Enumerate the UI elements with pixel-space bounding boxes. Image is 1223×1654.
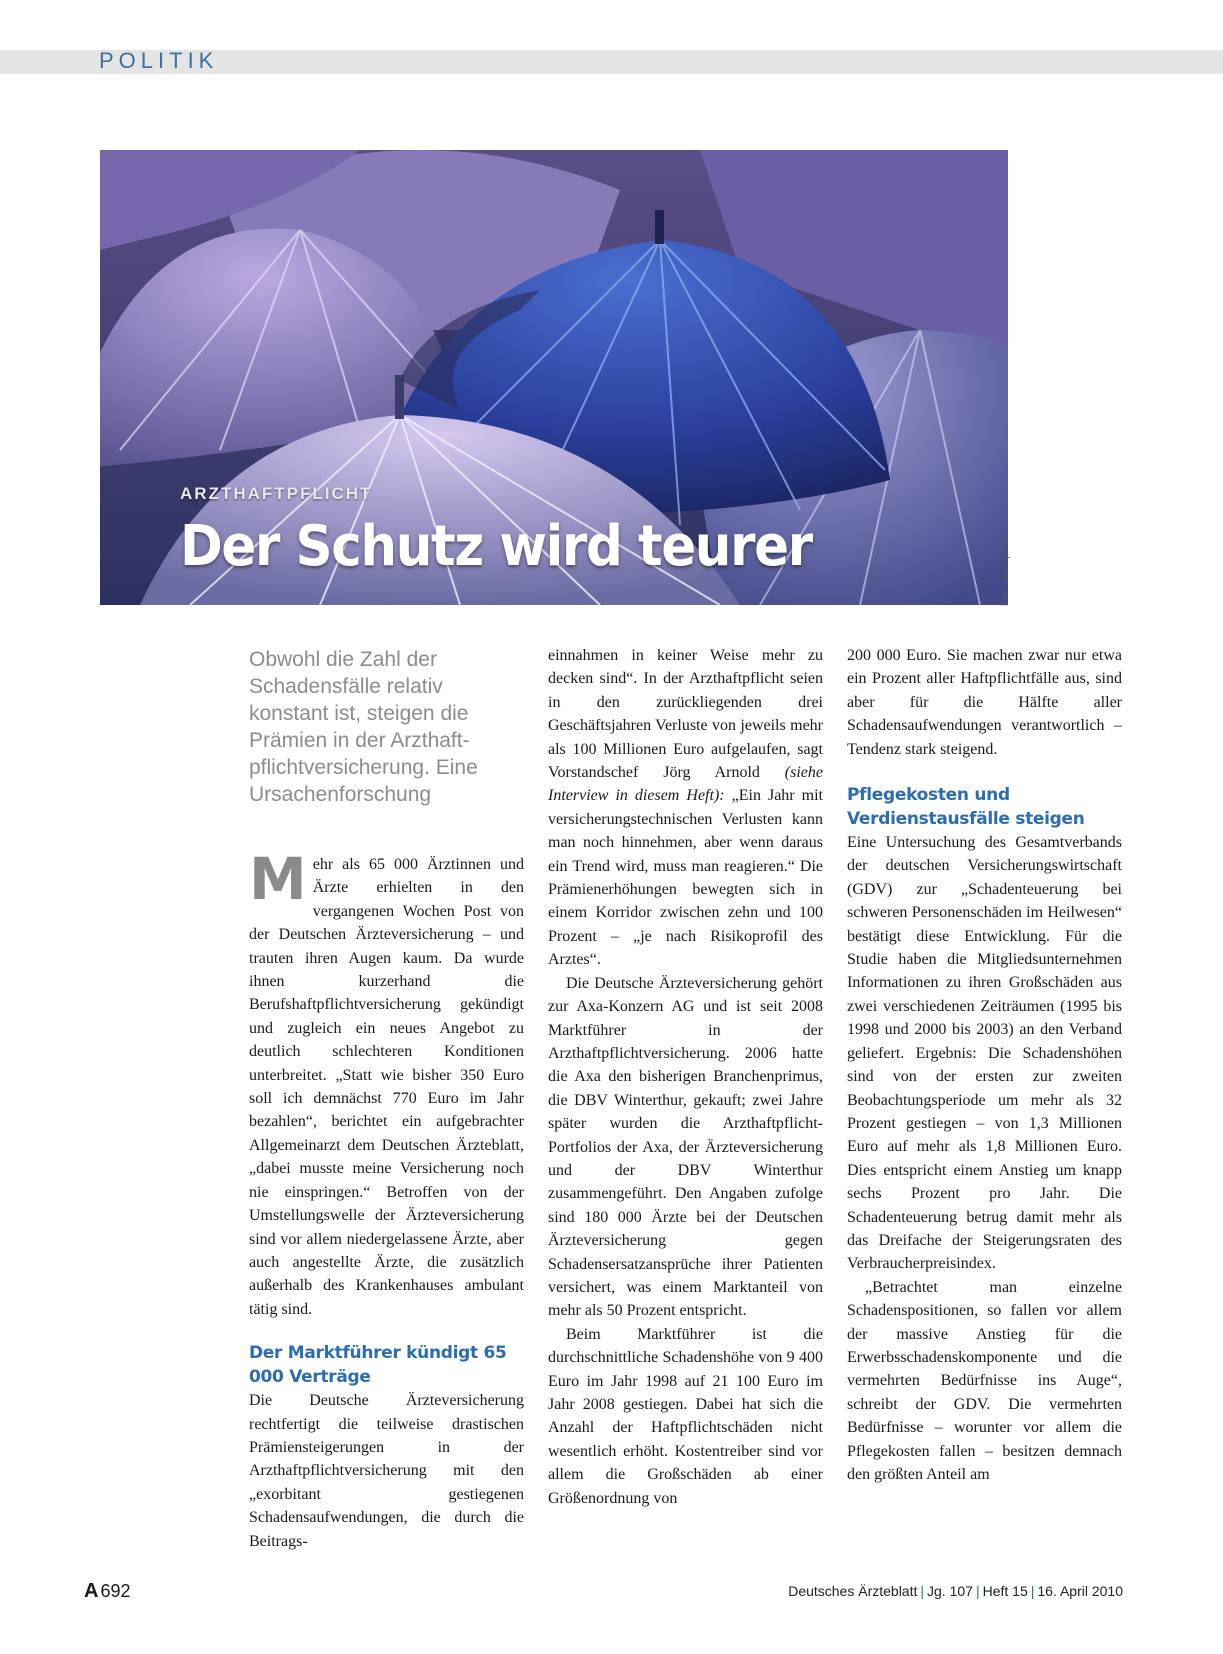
journal-volume: Jg. 107 (927, 1583, 973, 1599)
paragraph: 200 000 Euro. Sie machen zwar nur etwa ein Prozent aller Haftpflichtfälle aus, sind aber für die Hälfte aller Schadensaufwendungen verantwortlich – Tendenz stark steigend. (847, 647, 1122, 758)
column-3 (847, 644, 1122, 1486)
paragraph (249, 845, 524, 1321)
paragraph-text: ehr als 65 000 Ärztinnen und Ärzte erhielten in den vergangenen Wochen Post von der Deutschen Ärzteversicherung – und trauten ihren Augen kaum. Da wurde ihnen kurzerhand die Berufshaftpflichtversicherung gekündigt und zugleich ein neues Angebot zu deutlich schlechteren Konditionen unterbreitet. „Statt wie bisher 350 Euro soll ich demnächst 770 Euro im Jahr bezahlen“, berichtet ein aufgebrachter Allgemeinarzt dem Deutschen Ärzteblatt, „dabei musste meine Versicherung noch nie einspringen.“ Betroffen von der Umstellungswelle der Ärzteversicherung sind vor allem niedergelassene Ärzte, aber auch angestellte Ärzte, die zusätzlich außerhalb des Krankenhauses ambulant tätig sind. (249, 856, 524, 1318)
column-1 (249, 845, 524, 1553)
issue-date: 16. April 2010 (1037, 1583, 1123, 1599)
section-label: POLITIK (99, 48, 219, 73)
separator: | (920, 1583, 925, 1599)
page-number-value: 692 (100, 1581, 131, 1601)
page-prefix: A (84, 1580, 99, 1602)
paragraph (548, 644, 823, 972)
paragraph-text: einnahmen in keiner Weise mehr zu decken sind“. In der Arzthaftpflicht seien in den zurückliegenden drei Geschäftsjahren Verluste von jeweils mehr als 100 Millionen Euro aufgelaufen, sagt Vorstandschef Jörg Arnold (548, 647, 823, 782)
article-kicker: ARZTHAFTPFLICHT (180, 484, 373, 503)
separator: | (975, 1583, 980, 1599)
article-lead: Obwohl die Zahl der Schadensfälle relativ konstant ist, steigen die Prämien in der Arzthaft-pflichtversicherung. Eine Ursachenforschung (249, 648, 478, 806)
paragraph-text: „Ein Jahr mit versicherungstechnischen Verlusten kann man noch hinnehmen, aber wenn daraus ein Trend wird, muss man reagieren.“ Die Prämienerhöhungen bewegten sich in einem Korridor zwischen zehn und 100 Prozent – „je nach Risikoprofil des Arztes“. (548, 787, 823, 969)
paragraph: Die Deutsche Ärzteversicherung rechtfertigt die teilweise drastischen Prämiensteigerungen in der Arzthaftpflichtversicherung mit den „exorbitant gestiegenen Schadensaufwendungen, die durch die Beitrags- (249, 1392, 524, 1550)
subheading: Der Marktführer kündigt 65 000 Verträge (249, 1343, 507, 1388)
photo-credit: Foto: iStockphoto (1000, 535, 1010, 606)
drop-cap: M (249, 845, 307, 913)
article-headline: Der Schutz wird teurer (180, 514, 812, 579)
separator: | (1030, 1583, 1035, 1599)
interview-reference: (siehe Interview in diesem Heft): (548, 764, 823, 805)
paragraph: Beim Marktführer ist die durchschnittliche Schadenshöhe von 9 400 Euro im Jahr 1998 auf 21 100 Euro im Jahr 2008 gestiegen. Dabei hat sich die Anzahl der Haftpflichtschäden nicht wesentlich erhöht. Kostentreiber sind vor allem die Großschäden ab einer Größenordnung von (548, 1325, 823, 1507)
paragraph: Eine Untersuchung des Gesamtverbands der deutschen Versicherungswirtschaft (GDV) zur „Schadenteuerung bei schweren Personenschäden im Heilwesen“ bestätigt diese Entwicklung. Für die Studie haben die Mitgliedsunternehmen Informationen zu ihren Großschäden aus zwei verschiedenen Zeiträumen (1995 bis 1998 und 2000 bis 2003) an den Verband geliefert. Ergebnis: Die Schadenshöhen sind von der ersten zur zweiten Beobachtungsperiode um mehr als 32 Prozent gestiegen – von 1,3 Millionen Euro auf mehr als 1,8 Millionen Euro. Dies entspricht einem Anstieg um knapp sechs Prozent pro Jahr. Die Schadenteuerung betrug damit mehr als das Dreifache der Steigerungsraten des Verbraucherpreisindex. (847, 834, 1122, 1273)
page-number (84, 1580, 131, 1603)
journal-name: Deutsches Ärzteblatt (788, 1583, 918, 1599)
journal-issue: Heft 15 (982, 1583, 1028, 1599)
subheading: Pflegekosten und Verdienstausfälle steigen (847, 785, 1085, 830)
paragraph: Die Deutsche Ärzteversicherung gehört zur Axa-Konzern AG und ist seit 2008 Marktführer in der Arzthaftpflichtversicherung. 2006 hatte die Axa den bisherigen Branchenprimus, die DBV Winterthur, gekauft; zwei Jahre später wurden die Arzthaftpflicht-Portfolios der Axa, der Ärzteversicherung und der DBV Winterthur zusammengeführt. Den Angaben zufolge sind 180 000 Ärzte bei der Deutschen Ärzteversicherung gegen Schadensersatzansprüche ihrer Patienten versichert, was einem Marktanteil von mehr als 50 Prozent entspricht. (548, 974, 823, 1320)
paragraph: „Betrachtet man einzelne Schadenspositionen, so fallen vor allem der massive Anstieg für die Erwerbsschadenskomponente und die vermehrten Bedürfnisse ins Auge“, schreibt der GDV. Die vermehrten Bedürfnisse – worunter vor allem die Pflegekosten fallen – besitzen demnach den größten Anteil am (847, 1278, 1122, 1483)
footer-citation (788, 1583, 1123, 1599)
column-2 (548, 644, 823, 1510)
